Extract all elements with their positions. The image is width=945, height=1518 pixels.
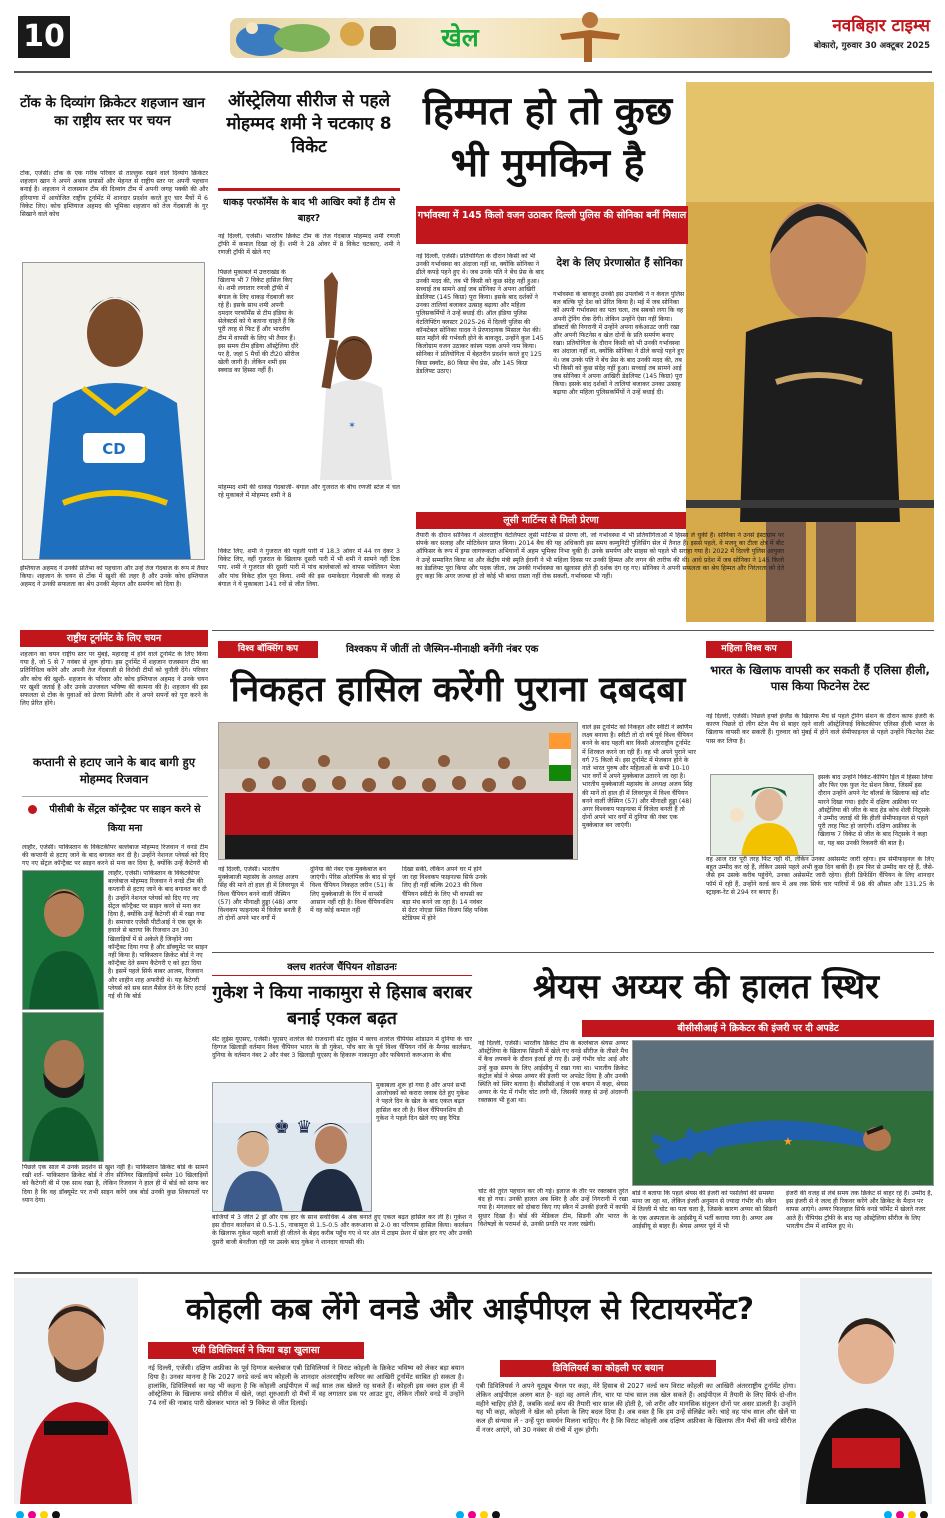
- babar-photo: [22, 870, 104, 1010]
- boxing-team-photo: [218, 722, 578, 860]
- shami-body-col2: मोहम्मद शमी की धाकड़ गेंदबाजी- बंगाल और गुजरात के बीच रणजी स्टेज में चल रहे मुकाबले में मोहम्मद शमी ने 8: [218, 484, 400, 500]
- gukesh-photo: [212, 1082, 372, 1212]
- registration-marks: [0, 1506, 945, 1518]
- shreyas-body-1: नई दिल्ली, एजेंसी। भारतीय क्रिकेट टीम के बल्लेबाज श्रेयस अय्यर ऑस्ट्रेलिया के खिलाफ सिडनी में खेले गए वनडे सीरीज के तीसरे मैच में कैच लपकने के दौरान इंजर्ड हो गए हैं। उन्हें गंभीर चोट आई और उन्हें कुछ समय के लिए आईसीयू में रखा गया था। भारतीय क्रिकेट कंट्रोल बोर्ड ने श्रेयस अय्यर की इंजरी पर अपडेट दिया है और उनकी स्थिति को स्थिर बताया है। बीसीसीआई ने एक बयान में कहा, श्रेयस अय्यर के पेट में गंभीर चोट लगी थी, जिसकी वजह से उन्हें अंदरूनी रक्तस्राव भी हुआ था।: [478, 1040, 628, 1105]
- svg-text:♚ ♛: ♚ ♛: [273, 1117, 313, 1138]
- dateline: बोकारो, गुरुवार 30 अक्टूबर 2025: [813, 41, 930, 51]
- rizwan-headline: कप्तानी से हटाए जाने के बाद बागी हुए मोहम्मद रिजवान: [32, 755, 196, 786]
- shami-body-col: पिछले मुकाबले में उत्तराखंड के खिलाफ भी 7 विकेट हासिल किए थे। शमी लगातार रणजी ट्रॉफी में बंगाल के लिए धाकड़ गेंदबाजी कर रहे हैं। इसके साथ शमी अपनी दमदार परफॉर्मेंस से टीम इंडिया के सेलेक्टर्स को ये बताना चाहते हैं कि पूरी तरह से फिट हैं और भारतीय टीम में वापसी के लिए भी तैयार हैं। इस समय टीम इंडिया ऑस्ट्रेलिया दौरे पर है, जहां 5 मैचों की टी20 सीरीज खेली जानी है। लेकिन शमी इस स्क्वाड का हिस्सा नहीं हैं।: [218, 269, 300, 375]
- boxing-col-4: वाले इस टूर्नामेंट को निकहत और स्वीटी ने स्वर्णिम लक्ष्य बनाया है। स्वीटी तो दो वर्ष पूर्व विश्व चैंपियन बनने के बाद पहली बार किसी अंतरराष्ट्रीय टूर्नामेंट में शिरकत करने जा रही हैं। वह भी अपने पुराने भार वर्ग 75 किलो में। इस टूर्नामेंट में मेजबान होने के नाते भारत पुरुष और महिलाओं के सभी 10-10 भार वर्गों में अपने मुक्केबाज उतारने जा रहा है। भारतीय मुक्केबाजी महासंघ के अध्यक्ष अजय सिंह की मानें तो हाल ही में लिवरपूल में विश्व चैंपियन बनने वालीं जैस्मिन (57) और मीनाक्षी हुड्डा (48) अगर विश्वकप फाइनल्स में विजेता बनती हैं तो दोनों अपने भार वर्गों में दुनिया की नंबर एक मुक्केबाज बन जाएंगी।: [582, 724, 696, 830]
- rizwan-body-side: [108, 870, 208, 1160]
- shahzan-body-1: टोंक, एजेंसी। टोंक के एक गरीब परिवार से ताल्लुक रखने वाले दिव्यांग क्रिकेटर शहजान खान ने अपने अथक प्रयासों और मेहनत से राष्ट्रीय स्तर पर अपनी पहचान बनाई है। शहजान ने राजस्थान टीम की दिव्यांग टीम में अपनी जगह पक्की की और हरियाणा में आयोजित राष्ट्रीय टूर्नामेंट में शानदार प्रदर्शन करते हुए चार मैचों में 6 विकेट लिए। कोच इम्तियाज अहमद की भूमिका शहजान को तेज गेंदबाजी के गुर सिखाने वाले कोच: [20, 170, 208, 219]
- svg-text:CD: CD: [102, 440, 126, 458]
- sonika-subhead-bar: [416, 206, 688, 244]
- boxing-tag-text: विश्व बॉक्सिंग कप: [237, 644, 299, 654]
- shahzan-subhead-bar: राष्ट्रीय टूर्नामेंट के लिए चयन: [20, 630, 208, 647]
- masthead: [0, 0, 945, 74]
- shahzan-body-3: शहजान का चयन राष्ट्रीय स्तर पर मुंबई, महाराष्ट्र में होने वाले टूर्नामेंट के लिए किया गया है, जो 5 से 7 नवंबर से शुरू होगा। इस टूर्नामेंट में शहजान राजस्थान टीम का प्रतिनिधित्व करेंगे और अपनी तेज गेंदबाजी से विरोधी टीमों को चुनौती देंगे। परिवार और कोच की खुशी- शहजान के परिवार और कोच इम्तियाज अहमद ने उनके चयन पर खुशी जताई है और उनके उज्जवल भविष्य की कामना की है। शहजान की इस सफलता से टोंक के युवाओं को प्रेरणा मिलेगी और वे अपने सपनों को पूरा करने के लिए प्रेरित होंगे।: [20, 651, 208, 708]
- kohli-subhead-right: डिविलियर्स का कोहली पर बयान: [500, 1360, 716, 1377]
- sonika-subhead-text: गर्भावस्था में 145 किलो वजन उठाकर दिल्ली पुलिस की सोनिका बनीं मिसाल: [417, 210, 687, 221]
- boxing-col-2: दुनिया की नंबर एक मुक्केबाज बन जाएंगी। पेरिस ओलंपिक के बाद से पूर्व विश्व चैंपियन निकहत जरीन (51) के लिए मुक्केबाजी के रिंग में वापसी आसान नहीं रही है। विश्व चैंपियनशिप में वह कोई कमाल नहीं: [310, 866, 396, 915]
- ellyse-tag: [706, 641, 792, 658]
- bottom-rule: [14, 1272, 932, 1274]
- shreyas-subhead-bar: बीसीसीआई ने क्रिकेटर की इंजरी पर दी अपडेट: [582, 1020, 934, 1037]
- section-title: खेल: [441, 23, 479, 52]
- ellyse-body-1: नई दिल्ली, एजेंसी। पिछले हफ्ते इंग्लैंड के खिलाफ मैच से पहले ट्रेनिंग सेशन के दौरान काफ इंजरी के कारण पिछले दो लीग स्टेज मैच से बाहर रहने वाली ऑस्ट्रेलियाई विकेटकीपर एलिसा हीली भारत के खिलाफ वापसी कर सकती हैं। गुरुवार को मुंबई में होने वाले सेमीफाइनल से पहले उन्होंने फिटनेस टेस्ट पास कर लिया है।: [706, 713, 934, 745]
- sonika-body-1: नई दिल्ली, एजेंसी। प्रतियोगिता के दौरान किसी को भी उनकी गर्भावस्था का अंदाजा नहीं था, क्योंकि सोनिका ने ढीले कपड़े पहने हुए थे। जब उनके पति ने बेंच प्रेस के बाद उनकी मदद की, तब भी किसी को कुछ संदेह नहीं हुआ। सच्चाई तब सामने आई जब सोनिका ने अपना आखिरी डेडलिफ्ट (145 किग्रा) पूरा किया। इसके बाद दर्शकों ने उनका तालियां बजाकर उत्साह बढ़ाया और महिला पुलिसकर्मियों ने उन्हें बधाई दी। ऑल इंडिया पुलिस वेटलिफ्टिंग क्लस्टर 2025-26 में दिल्ली पुलिस की कॉन्स्टेबल सोनिका यादव ने प्रेरणादायक मिसाल पेश की। सात महीने की गर्भवती होने के बावजूद, उन्होंने कुल 145 किलोग्राम वजन उठाकर कांस्य पदक अपने नाम किया। सोनिका ने प्रतियोगिता में बेहतरीन प्रदर्शन करते हुए 125 किग्रा स्क्वॉट, 80 किग्रा बेंच प्रेस, और 145 किग्रा डेडलिफ्ट उठाए।: [416, 253, 544, 375]
- gukesh-kicker: क्लच शतरंज चैंपियन शोडाउनः: [212, 960, 472, 976]
- shami-lead: नई दिल्ली, एजेंसी। भारतीय क्रिकेट टीम के तेज गेंदबाज मोहम्मद शमी रणजी ट्रॉफी में कमाल दिखा रहे हैं। शमी ने 28 ओवर में 8 विकेट चटकाए, शमी ने रणजी ट्रॉफी में खेले गए: [218, 233, 400, 257]
- boxing-col-3: दिखा सकीं, लेकिन अपने घर में होने जा रहा विश्वकप फाइनल्स सिर्फ उनके लिए ही नहीं बल्कि 2023 की विश्व चैंपियन स्वीटी के लिए भी वापसी का बड़ा मंच बनने जा रहा है। 14 नवंबर से ग्रेटर नोएडा स्थित विजय सिंह पथिक स्टेडियम में होने: [402, 866, 488, 923]
- boxing-col-1: नई दिल्ली, एजेंसी। भारतीय मुक्केबाजी महासंघ के अध्यक्ष अजय सिंह की माने तो हाल ही में लिवरपूल में विश्व चैंपियन बनने वालीं जैस्मिन (57) और मीनाक्षी हुड्डा (48) अगर विश्वकप फाइनल्स में विजेता बनती हैं तो दोनों अपने भार वर्गों में: [218, 866, 304, 923]
- shahzan-headline: टोंक के दिव्यांग क्रिकेटर शहजान खान का राष्ट्रीय स्तर पर चयन: [20, 95, 205, 129]
- paper-name: नवबिहार टाइम्स: [832, 16, 930, 36]
- shreyas-headline: श्रेयस अय्यर की हालत स्थिर: [532, 967, 880, 1007]
- rizwan-body-5: पिछले एक साल में उनके प्रदर्शन से खुश नहीं है। पाकिस्तान क्रिकेट बोर्ड के सामने रखी शर्त- पाकिस्तान क्रिकेट बोर्ड ने तीन सीनियर खिलाड़ियों समेत 10 खिलाड़ियों को कैटेगरी बी में एक साथ रखा है, लेकिन रिजवान ने हाल ही में बोर्ड को साफ कर दिया है कि वह डॉक्यूमेंट पर तभी साइन करेंगे जब बोर्ड उनकी कुछ शिकायतों पर ध्यान देगा।: [22, 1164, 208, 1204]
- rizwan-body-cont: लाहौर, एजेंसी। पाकिस्तान के विकेटकीपर बल्लेबाज मोहम्मद रिजवान ने वनडे टीम की कप्तानी से हटाए जाने के बाद बगावत कर दी है। उन्होंने नेशनल प्लेयर्स को दिए गए नए सेंट्रल कॉन्ट्रैक्ट पर साइन करने से मना कर दिया है, क्योंकि उन्हें कैटेगरी बी में रखा गया है। समाचार एजेंसी पीटीआई ने एक सूत्र के हवाले से बताया कि रिजवान उन 30 खिलाड़ियों में से अकेले हैं जिन्होंने नया कॉन्ट्रैक्ट दिया गया है और डॉक्यूमेंट पर साइन नहीं किया है। पाकिस्तान क्रिकेट बोर्ड ने नए कॉन्ट्रैक्ट देते समय कैटेगरी ए को हटा दिया है। इसमें पहले सिर्फ बाबर आजम, रिजवान और शाहीन शाह अफरीदी थे। यह कैटेगरी प्लेयर्स को सब साल मैसेज देने के लिए हटाई गई थी कि बोर्ड: [108, 870, 208, 1001]
- sonika-body-2: तैयारी के दौरान सोनिका ने अंतरराष्ट्रीय वेटलिफ्टर लूसी मार्टिन्स से प्रेरणा ली, जो गर्भावस्था में भी प्रतियोगिताओं में हिस्सा ले चुकी हैं। सोनिका ने उनसे इंस्टाग्राम पर संपर्क कर सलाह और मोटिवेशन प्राप्त किया। 2014 बैच की यह अधिकारी इस समय कम्युनिटी पुलिसिंग सेल में तैनात हैं। इससे पहले, वे मजनू का टीला क्षेत्र में बीट ऑफिसर के रूप में ड्रग्स जागरूकता अभियानों में अहम भूमिका निभा चुकी हैं। उनके समर्पण और साहस को पहले भी सराहा गया है। 2022 में दिल्ली पुलिस आयुक्त ने उन्हें सम्मानित किया था और केंद्रीय मंत्री स्मृति ईरानी ने भी महिला दिवस पर उनकी हिम्मत और लगन की तारीफ की थी। आधे प्रदेश में जब सोनिका ने 145 किलो का डेडलिफ्ट पूरा किया और पदक जीता, तब उनकी गर्भावस्था का खुलासा होते ही दर्शक दंग रह गए। सोनिका ने अपनी सफलता का श्रेय हिम्मत और निरंतरता को देते हुए कहा कि अगर जज्बा हो तो कोई भी बाधा रास्ता नहीं रोक सकती, गर्भावस्था भी नहीं।: [416, 532, 784, 581]
- page-number: 10: [18, 16, 70, 58]
- shreyas-photo: [632, 1040, 934, 1186]
- shami-body-full: विकेट लिए. शमी ने गुजरात की पहली पारी में 18.3 ओवर में 44 रन देकर 3 विकेट लिए, वहीं गुजरात के खिलाफ दूसरी पारी में भी शमी ने सामने नहीं टिक पाए. शमी ने गुजरात की दूसरी पारी में पांच बल्लेबाजों को वापस पवेलियन भेजा और पांच विकेट हॉल पूरा किया. शमी की इस धमाकेदार गेंदबाजी की वजह से बंगाल ने ये मुकाबला 141 रनों से जीत लिया.: [218, 548, 400, 588]
- svg-text:★: ★: [783, 1135, 793, 1148]
- shami-kicker: [218, 188, 400, 228]
- kohli-headline: कोहली कब लेंगे वनडे और आईपीएल से रिटायरमेंट?: [185, 1292, 755, 1327]
- masthead-athlete-figure: [540, 10, 640, 66]
- sonika-headline: हिम्मत हो तो कुछ भी मुमकिन है: [422, 89, 673, 186]
- boxing-headline: निकहत हासिल करेंगी पुराना दबदबा: [230, 670, 686, 710]
- gukesh-body-3: बाजियों में 3 जीत 2 ड्रॉ और एक हार के साथ सर्वाधिक 4 अंक बनाते हुए एकल बढ़त हासिल कर ली है। गुकेश ने इस दौरान कार्लसन से 0.5-1.5, नाकामुरा से 1.5-0.5 और करूआना से 2-0 का परिणाम हासिल किया। कार्लसन के खिलाफ गुकेश पहली बाजी ही जीतने के बेहद करीब पहुँच गए थे पर अंत में टाइम प्रेशर में खेल हार गए और उनकी दूसरी बाजी बेनतीजा रही पर उसके बाद गुकेश ने शानदार वापसी की।: [212, 1214, 472, 1246]
- kohli-body-left: नई दिल्ली, एजेंसी। दक्षिण अफ्रीका के पूर्व दिग्गज बल्लेबाज एबी डिविलियर्स ने विराट कोहली के क्रिकेट भविष्य को लेकर बड़ा बयान दिया है। उनका मानना है कि 2027 वनडे वर्ल्ड कप कोहली के शानदार अंतरराष्ट्रीय करियर का आखिरी टूर्नामेंट साबित हो सकता है। हालांकि, डिविलियर्स का यह भी कहना है कि कोहली आईपीएल में कई साल तक खेलते रह सकते हैं। कोहली इस वक्त हाल ही में ऑस्ट्रेलिया के खिलाफ वनडे सीरीज में खेले, जहां शुरुआती दो मैचों में वह लगातार डक पर आउट हुए, लेकिन तीसरे वनडे में उन्होंने 74 रनों की नाबाद पारी खेलकर भारत को 9 विकेट से जीत दिलाई।: [148, 1364, 464, 1408]
- shami-headline: ऑस्ट्रेलिया सीरीज से पहले मोहम्मद शमी ने चटकाए 8 विकेट: [226, 91, 392, 157]
- rizwan-photo: [22, 1012, 104, 1162]
- sonika-box-body: गर्भावस्था के बावजूद उनकी इस उपलब्धि ने न केवल पुलिस बल बल्कि पूरे देश को प्रेरित किया है। मई में जब सोनिका को अपनी गर्भावस्था का पता चला, तब सबको लगा कि वह अपनी ट्रेनिंग रोक देंगी। लेकिन उन्होंने ऐसा नहीं किया। डॉक्टरों की निगरानी में उन्होंने अपना वर्कआउट जारी रखा और अपनी फिटनेस व खेल दोनों के प्रति समर्पण बनाए रखा। प्रतियोगिता के दौरान किसी को भी उनकी गर्भावस्था का अंदाजा नहीं था, क्योंकि सोनिका ने ढीले कपड़े पहने हुए थे। जब उनके पति ने बेंच प्रेस के बाद उनकी मदद की, तब भी किसी को कुछ संदेह नहीं हुआ। सच्चाई तब सामने आई जब सोनिका ने अपना आखिरी डेडलिफ्ट (145 किग्रा) पूरा किया। इसके बाद दर्शकों ने तालियां बजाकर उनका उत्साह बढ़ाया और महिला पुलिसकर्मियों ने उन्हें बधाई दी।: [553, 291, 685, 397]
- kohli-subhead-left: एबी डिविलियर्स ने किया बड़ा खुलासा: [148, 1342, 364, 1359]
- rizwan-subhead-text: पीसीबी के सेंट्रल कॉन्ट्रैक्ट पर साइन करने से किया मना: [49, 804, 201, 834]
- ellyse-tag-text: महिला विश्व कप: [721, 644, 777, 654]
- gukesh-headline: गुकेश ने किया नाकामुरा से हिसाब बराबर बनाई एकल बढ़त: [212, 983, 472, 1029]
- gukesh-body-2: मुकाबला शुरू हो गया है और अपने सभी आलोचकों को करारा जवाब देते हुए गुकेश ने पहले दिन के खेल के बाद एकल बढ़त हासिल कर ली है। विश्व चैंपियनशिप डी गुकेश ने पहले दिन खेले गए छह रैपिड: [376, 1082, 469, 1122]
- kohli-body-right: एबी डिविलियर्स ने अपने यूट्यूब चैनल पर कहा, मेरे हिसाब से 2027 वर्ल्ड कप विराट कोहली का आखिरी अंतरराष्ट्रीय टूर्नामेंट होगा। लेकिन आईपीएल अलग बात है- वहां वह अगले तीन, चार या पांच साल तक खेल सकते हैं। आईपीएल में तैयारी के लिए सिर्फ दो-तीन महीने चाहिए होते हैं, जबकि वर्ल्ड कप की तैयारी चार साल की होती है, जो शरीर और मानसिक संतुलन दोनों पर असर डालती है। उन्होंने यह भी कहा, कोहली ने खेल को हमेशा के लिए बदल दिया है। अब वक्त है कि हम उन्हें सेलिब्रेट करें। चाहे वह पांच साल और खेलें या कल ही संन्यास लें - उन्हें पूरा समर्थन मिलना चाहिए। गैर है कि विराट कोहली अब दक्षिण अफ्रीका के खिलाफ तीन मैचों की वनडे सीरीज में नजर आएंगे, जो 30 नवंबर से रांची में शुरू होगी।: [476, 1382, 796, 1434]
- shreyas-body-3: इंजरी की वजह से लंबे समय तक क्रिकेट से बाहर रहे हैं। उम्मीद है, इस इंजरी से वे जल्द ही रिकवर करेंगे और क्रिकेट के मैदान पर वापस आएंगे। अय्यर फिलहाल सिर्फ वनडे फॉर्मेट में खेलते नजर आते हैं। चैंपियंस ट्रॉफी के बाद यह ऑस्ट्रेलिया सीरीज के लिए भारतीय टीम में शामिल हुए थे।: [786, 1190, 933, 1230]
- ellyse-body-2: इसके बाद उन्होंने विकेट-कीपिंग ड्रिल में हिस्सा लिया और फिर एक फुल नेट सेशन किया, जिसमें इस दौरान उन्होंने अपने नेट बॉलर्स के खिलाफ बड़े शॉट मारने दिखा गया। इंदौर में दक्षिण अफ्रीका पर ऑस्ट्रेलिया की जीत के बाद हेड कोच शेली निट्सके ने उम्मीद जताई थी कि हीली सेमीफाइनल से पहले पूरी तरह फिट हो जाएंगी। दक्षिण अफ्रीका के खिलाफ 7 विकेट से जीत के बाद निट्सके ने कहा था, यह बस उनकी रिकवरी की बात है।: [818, 774, 933, 847]
- ellyse-body-3: वह आज रात पूरी तरह फिट नहीं थीं, लेकिन उनका असेसमेंट जारी रहेगा। हम सेमीफाइनल के लिए बहुत उम्मीद कर रहे हैं, लेकिन उससे पहले अभी कुछ दिन बाकी हैं। हम फिर से उम्मीद कर रहे हैं, जैसे-जैसे हम उसके करीब पहुंचेंगे, उनका असेसमेंट जारी रहेगा। हीली डिफेंडिंग चैंपियन के लिए शानदार फॉर्म में रही हैं, उन्होंने वर्ल्ड कप में अब तक सिर्फ चार पारियों में 98 की औसत और 131.25 के स्ट्राइक-रेट से 294 रन बनाए हैं।: [706, 856, 934, 896]
- boxing-tag: [218, 641, 318, 658]
- shami-photo: [304, 268, 400, 480]
- ellyse-headline: भारत के खिलाफ वापसी कर सकती हैं एलिसा हीली, पास किया फिटनेस टेस्ट: [710, 663, 930, 693]
- shreyas-body-1b: चोट की तुरंत पहचान कर ली गई। इलाज के तौर पर रक्तस्राव तुरंत बंद हो गया। उनकी हालत अब स्थिर है और उन्हें निगरानी में रखा गया है। मंगलवार को दोबारा किए गए स्कैन में उनकी इंजरी में काफी सुधार दिखा है। बोर्ड की मेडिकल टीम, सिडनी और भारत के विशेषज्ञों के परामर्श से, उनकी प्रगति पर नजर रखेगी।: [478, 1188, 628, 1228]
- gukesh-body-1: सेंट लुईस यूएसए, एजेंसी। यूएसए शतरंज की राजधानी सेंट लुईस में क्लच शतरंज चैंपियंस शोडाउन में दुनिया के चार दिग्गज खिलाड़ी वर्तमान विश्व चैंपियन भारत के डी गुकेश, पाँच बार के पूर्व विश्व चैंपियन नॉर्वे के मैग्नस कार्लसन, दुनिया के वर्तमान नंबर 2 और नंबर 3 खिलाड़ी यूएसए के हिकारू नाकामुरा और फबियानो करूआना के बीच: [212, 1036, 472, 1060]
- ellyse-photo: [710, 774, 814, 856]
- bullet-icon: [28, 805, 37, 814]
- shahzan-body-2: इम्तियाज अहमद ने उनकी प्रतिभा को पहचाना और उन्हें तेज गेंदबाज के रूप में तैयार किया। शहजान के चयन से टोंक में खुशी की लहर है और उनके कोच इम्तियाज अहमद ने उनकी सफलता का श्रेय उनकी मेहनत और समर्पण को दिया है।: [20, 565, 208, 589]
- rizwan-subhead: [22, 796, 208, 840]
- sonika-subhead-bar-2: लूसी मार्टिन्स से मिली प्रेरणा: [416, 512, 686, 529]
- boxing-kicker: विश्वकप में जीतीं तो जैस्मिन-मीनाक्षी बनेंगी नंबर एक: [346, 644, 539, 655]
- shahzan-photo: [22, 262, 205, 560]
- masthead-sports-illustration: [232, 12, 402, 62]
- kohli-photo: [14, 1278, 138, 1504]
- masthead-rule: [14, 71, 932, 73]
- rizwan-body-text: लाहौर, एजेंसी। पाकिस्तान के विकेटकीपर बल्लेबाज मोहम्मद रिजवान ने वनडे टीम की कप्तानी से हटाए जाने के बाद बगावत कर दी है। उन्होंने नेशनल प्लेयर्स को दिए गए नए सेंट्रल कॉन्ट्रैक्ट पर साइन करने से मना कर दिया है, क्योंकि उन्हें कैटेगरी बी: [22, 844, 208, 868]
- rizwan-body-lead: [22, 844, 208, 868]
- mid-rule-2: [212, 952, 934, 953]
- sonika-box-title: देश के लिए प्रेरणास्रोत हैं सोनिका: [556, 257, 683, 269]
- svg-text:✶: ✶: [348, 421, 356, 431]
- sonika-inspiration-box: [553, 253, 686, 505]
- shreyas-body-2: बोर्ड ने बताया कि पहले श्रेयस की इंजरी को पसलियों की समस्या माना जा रहा था, लेकिन इंजरी अनुमान से ज्यादा गंभीर थी। स्कैन में तिल्ली में चोट का पता चला है, जिसके कारण अय्यर को सिडनी के एक अस्पताल के आईसीयू में भर्ती कराया गया है। अय्यर अब आईसीयू से बाहर हैं। श्रेयस अय्यर पूर्व में भी: [632, 1190, 778, 1230]
- shami-kicker-text: धाकड़ परफॉर्मेंस के बाद भी आखिर क्यों हैं टीम से बाहर?: [222, 197, 396, 224]
- mid-rule-1: [212, 630, 934, 631]
- devilliers-photo: [800, 1278, 932, 1504]
